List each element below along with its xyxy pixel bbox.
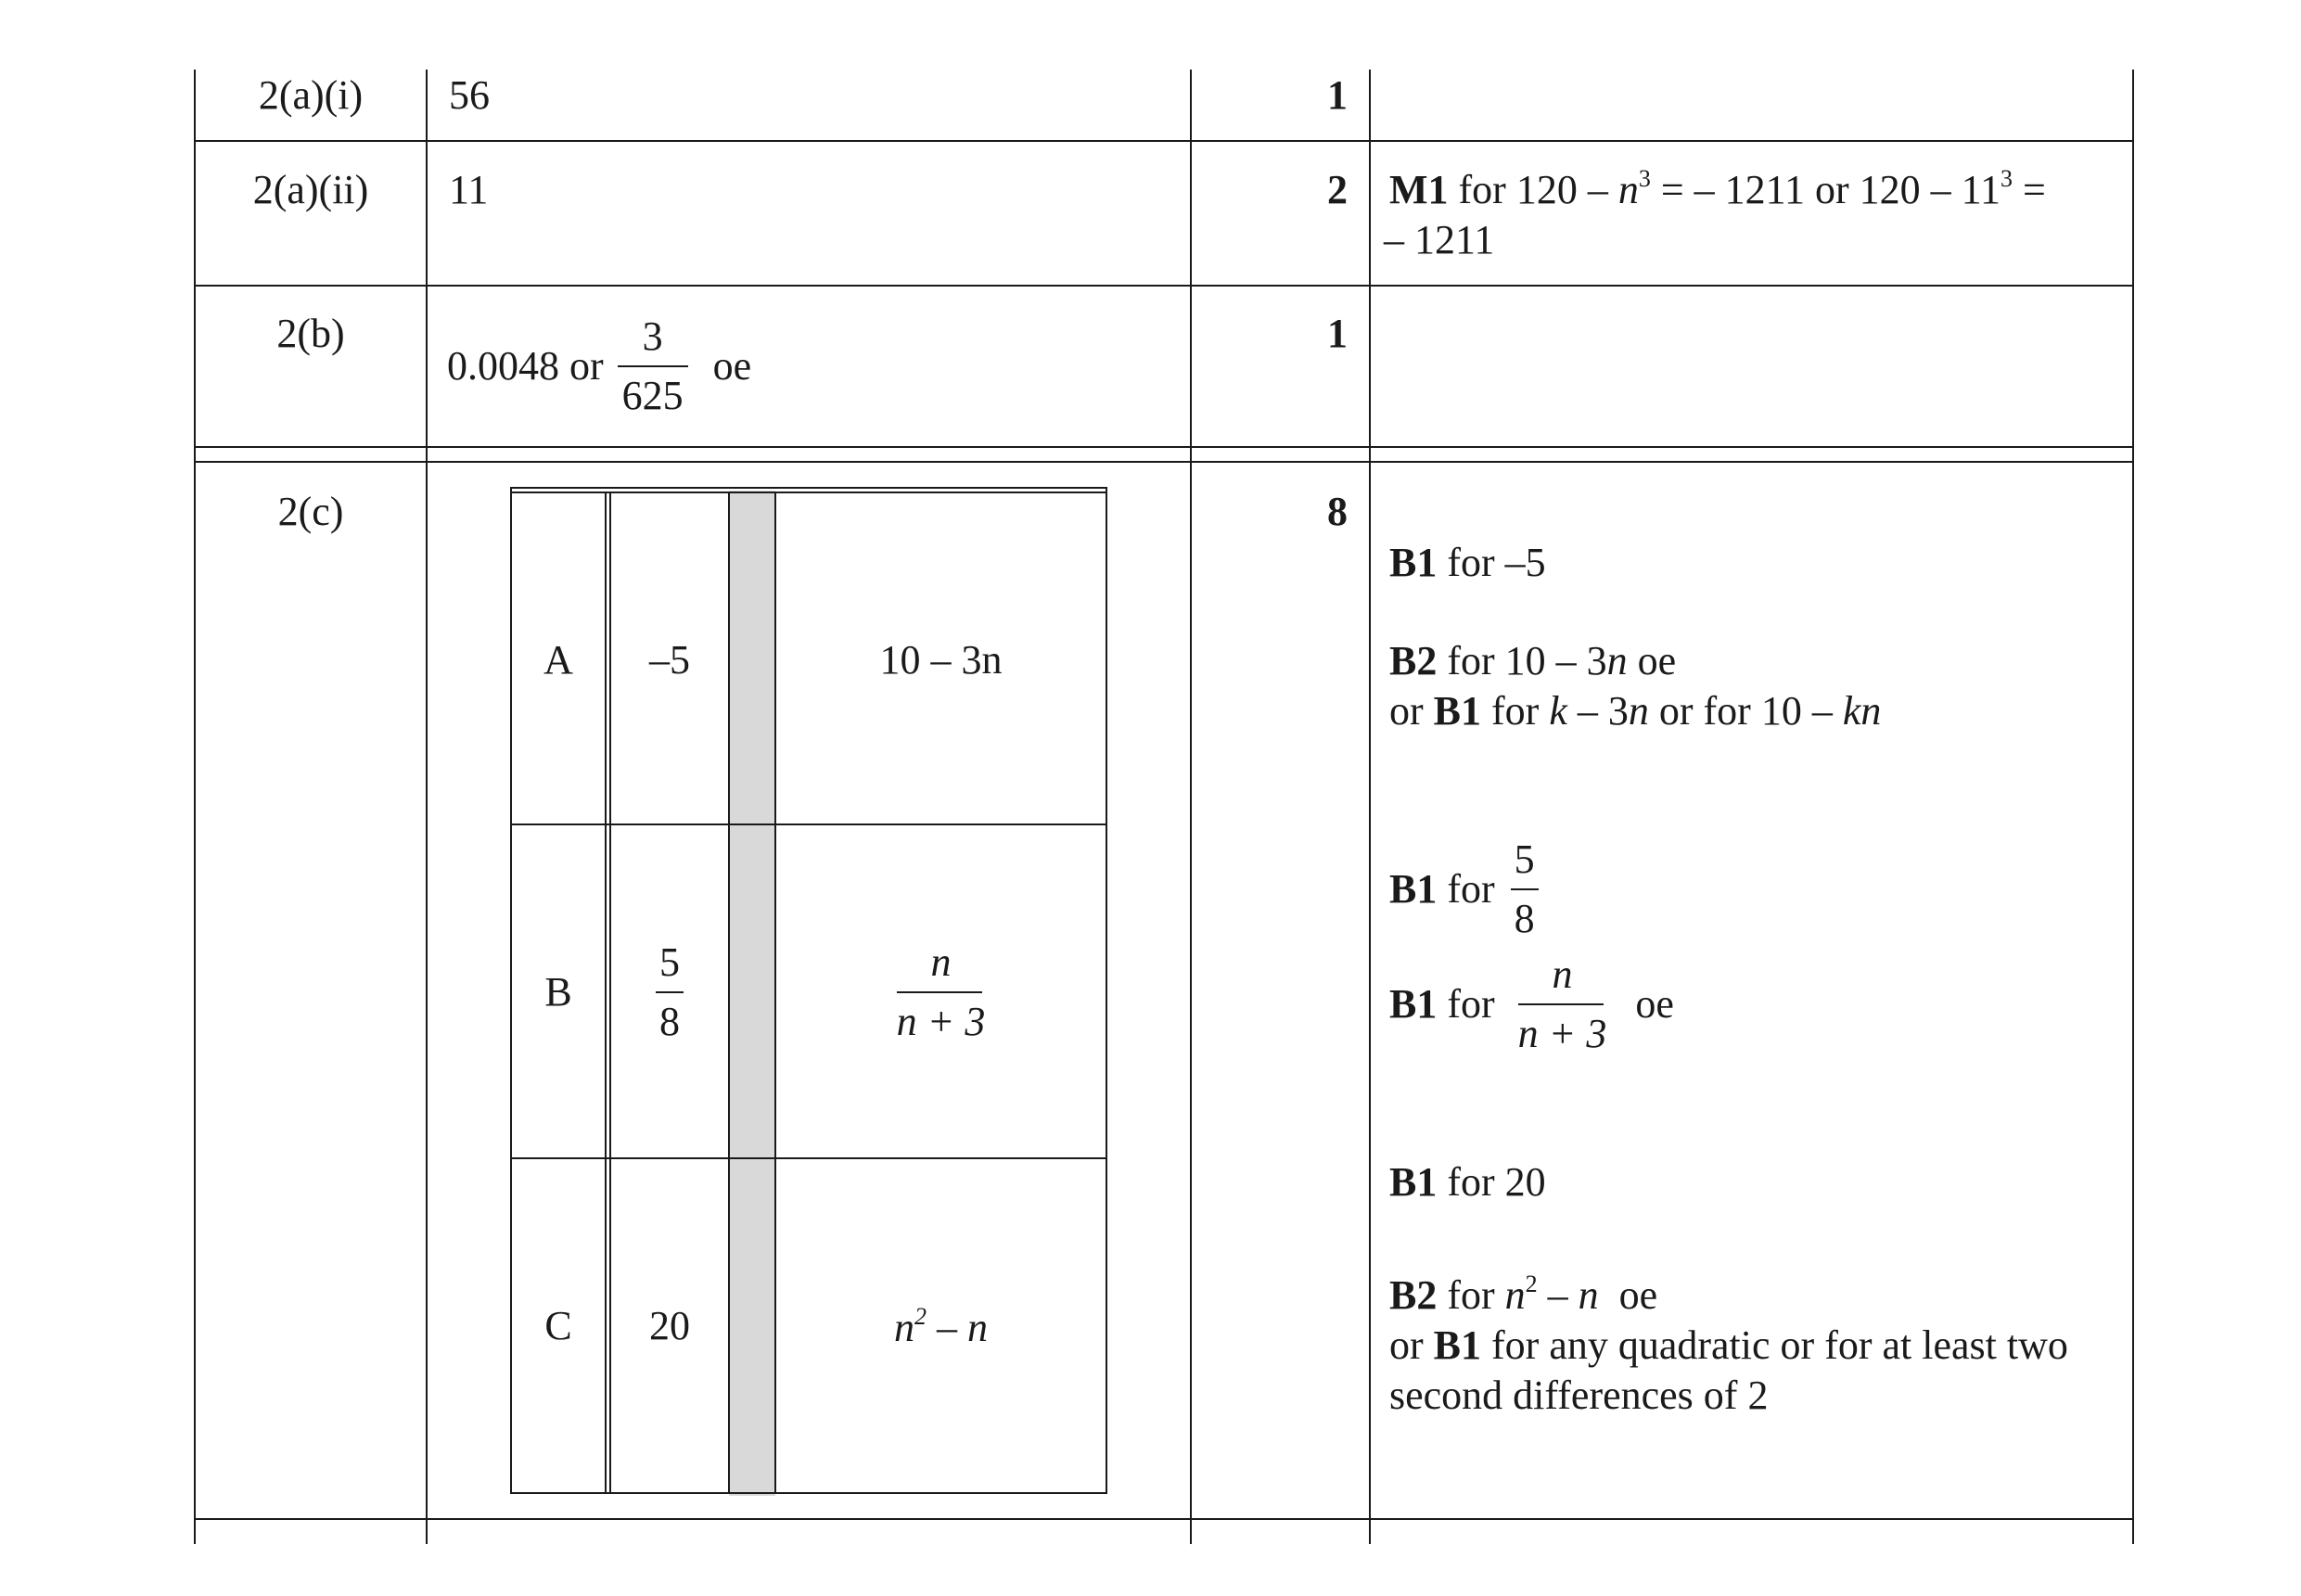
inner-label-a: A xyxy=(543,637,573,683)
guidance-text: for –5 xyxy=(1437,540,1546,585)
exponent: 2 xyxy=(1525,1270,1538,1297)
expr-base: n xyxy=(894,1305,914,1350)
answer-2aii: 11 xyxy=(449,167,489,212)
inner-expr-c xyxy=(776,1303,1106,1353)
fraction-bar xyxy=(1511,888,1539,890)
var-kn: kn xyxy=(1842,688,1882,734)
row-divider-3b xyxy=(194,461,2134,463)
guidance-2c-line3 xyxy=(1389,686,1881,736)
inner-term-b xyxy=(611,939,728,1045)
guidance-2c-line4 xyxy=(1389,836,1544,942)
inner-row-line-1 xyxy=(510,824,1107,825)
outer-vline-2 xyxy=(426,70,428,1544)
guidance-text: oe xyxy=(1627,638,1677,683)
fraction-n-over-n-plus-3 xyxy=(1518,951,1607,1057)
part-2ai: 2(a)(i) xyxy=(258,72,364,118)
guidance-text: for 10 – 3 xyxy=(1437,638,1607,683)
row-divider-3a xyxy=(194,446,2134,448)
var-n: n xyxy=(1504,1272,1526,1318)
fraction-bar xyxy=(1518,1003,1604,1005)
inner-label-b: B xyxy=(544,969,572,1015)
inner-vline-term xyxy=(728,492,730,1494)
mark-code: B1 xyxy=(1389,1159,1438,1205)
guidance-text: for xyxy=(1437,1272,1505,1318)
mark-2ai: 1 xyxy=(1327,72,1348,118)
fraction-5-8 xyxy=(1511,836,1539,942)
outer-vline-left xyxy=(194,70,196,1544)
inner-expr-b xyxy=(776,939,1106,1045)
inner-term-c: 20 xyxy=(649,1303,690,1348)
mark-2c: 8 xyxy=(1327,489,1348,534)
mark-code: B1 xyxy=(1433,688,1482,734)
mark-code: B1 xyxy=(1389,540,1438,585)
fraction-denominator: 8 xyxy=(659,999,680,1044)
mark-2b: 1 xyxy=(1327,311,1348,356)
guidance-2c-line9: second differences of 2 xyxy=(1389,1373,1769,1418)
inner-label-c: C xyxy=(544,1303,572,1348)
row-divider-2 xyxy=(194,285,2134,287)
exponent: 2 xyxy=(914,1303,927,1330)
var-n: n xyxy=(1628,688,1649,734)
mark-code: B1 xyxy=(1389,981,1438,1027)
guidance-text: = – 1211 or 120 – 11 xyxy=(1650,167,2001,212)
guidance-text: for any quadratic or for at least two xyxy=(1481,1322,2068,1368)
guidance-2c-line7 xyxy=(1389,1270,1657,1321)
answer-prefix: 0.0048 or xyxy=(447,343,604,389)
fraction-denominator: n + 3 xyxy=(1517,1011,1607,1056)
inner-top-line-1 xyxy=(510,487,1107,489)
fraction-3-625 xyxy=(618,313,688,419)
fraction-numerator: n xyxy=(930,939,952,985)
outer-vline-right xyxy=(2132,70,2134,1544)
inner-table xyxy=(510,487,1107,1496)
fraction-denominator: n + 3 xyxy=(896,999,986,1044)
inner-top-line-2 xyxy=(510,492,1107,493)
fraction-numerator: 5 xyxy=(659,939,680,985)
fraction-bar xyxy=(618,365,688,367)
exponent: 3 xyxy=(2001,165,2013,192)
var-k: k xyxy=(1549,688,1567,734)
expr-tail: – n xyxy=(1537,1272,1599,1318)
guidance-text: for 20 xyxy=(1437,1159,1546,1205)
guidance-text: or xyxy=(1389,688,1434,734)
outer-vline-3 xyxy=(1190,70,1192,1544)
inner-vline-right xyxy=(1106,487,1107,1494)
answer-2b xyxy=(447,313,751,419)
fraction-denominator: 625 xyxy=(621,373,684,418)
guidance-text: for xyxy=(1437,981,1495,1027)
guidance-text: oe xyxy=(1635,981,1674,1027)
part-2b: 2(b) xyxy=(276,311,345,356)
part-2aii: 2(a)(ii) xyxy=(252,167,369,212)
guidance-2aii-line1 xyxy=(1389,165,2046,215)
inner-row-line-2 xyxy=(510,1157,1107,1159)
outer-vline-4 xyxy=(1369,70,1371,1544)
guidance-text: – 3 xyxy=(1566,688,1629,734)
mark-code-m1: M1 xyxy=(1389,167,1449,212)
inner-term-a: –5 xyxy=(649,637,690,683)
row-divider-1 xyxy=(194,140,2134,142)
var-n: n xyxy=(1606,638,1628,683)
mark-code: B2 xyxy=(1389,1272,1438,1318)
guidance-text: = xyxy=(2013,167,2046,212)
exponent: 3 xyxy=(1638,165,1651,192)
fraction-denominator: 8 xyxy=(1514,896,1535,941)
shaded-column xyxy=(729,491,775,1496)
mark-code: B1 xyxy=(1433,1322,1482,1368)
guidance-2aii-line2: – 1211 xyxy=(1384,217,1495,262)
row-divider-4 xyxy=(194,1518,2134,1520)
fraction-numerator: 3 xyxy=(642,313,663,359)
guidance-2c-line2 xyxy=(1389,636,1676,686)
guidance-2c-line8 xyxy=(1389,1321,2068,1371)
fraction-bar xyxy=(897,991,982,993)
var-n: n xyxy=(1617,167,1639,212)
guidance-text: for xyxy=(1481,688,1550,734)
guidance-text: for xyxy=(1437,866,1495,912)
inner-expr-a: 10 – 3n xyxy=(879,637,1003,683)
answer-2ai: 56 xyxy=(449,72,490,118)
guidance-2c-line1 xyxy=(1389,538,1546,588)
guidance-2c-line6 xyxy=(1389,1157,1546,1207)
answer-suffix: oe xyxy=(712,343,752,389)
mark-code: B2 xyxy=(1389,638,1438,683)
guidance-2c-line5 xyxy=(1389,951,1674,1057)
guidance-text: or xyxy=(1389,1322,1434,1368)
mark-2aii: 2 xyxy=(1327,167,1348,212)
fraction-5-8 xyxy=(656,939,684,1045)
fraction-n-over-n-plus-3 xyxy=(897,939,986,1045)
mark-code: B1 xyxy=(1389,866,1438,912)
fraction-numerator: 5 xyxy=(1514,836,1535,882)
part-2c: 2(c) xyxy=(277,489,344,534)
guidance-text: oe xyxy=(1598,1272,1658,1318)
guidance-text: for 120 – xyxy=(1448,167,1618,212)
inner-vline-label-a xyxy=(605,492,607,1494)
expr-tail: – n xyxy=(927,1305,988,1350)
fraction-bar xyxy=(656,991,684,993)
inner-bottom-line xyxy=(510,1492,1107,1494)
guidance-text: or for 10 – xyxy=(1648,688,1843,734)
fraction-numerator: n xyxy=(1552,951,1573,997)
